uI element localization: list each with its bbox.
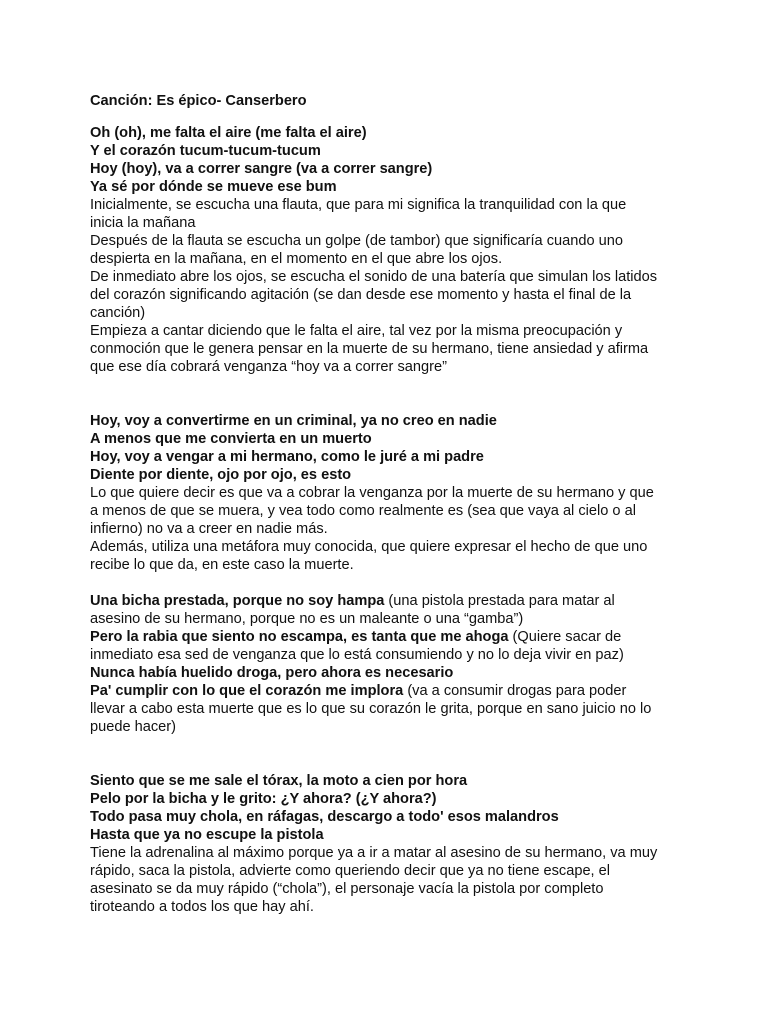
lyric-line: Diente por diente, ojo por ojo, es esto: [90, 467, 352, 483]
mixed-line: [90, 682, 708, 700]
spacer: [90, 376, 708, 412]
section-3: [90, 592, 708, 736]
commentary-line: infierno) no va a creer en nadie más.: [90, 521, 328, 537]
lyric-line: Pelo por la bicha y le grito: ¿Y ahora? (¿Y ahora?): [90, 791, 437, 807]
commentary-fragment: (una pistola prestada para matar al: [384, 593, 615, 609]
commentary-line: rápido, saca la pistola, advierte como queriendo decir que ya no tiene escape, el: [90, 863, 611, 879]
commentary-line: llevar a cabo esta muerte que es lo que su corazón le grita, porque en sano juicio no lo: [90, 701, 652, 717]
commentary-line: inicia la mañana: [90, 215, 196, 231]
mixed-line: [90, 592, 708, 610]
spacer: [90, 574, 708, 592]
lyric-line: Oh (oh), me falta el aire (me falta el aire): [90, 125, 367, 141]
commentary-line: del corazón significando agitación (se dan desde ese momento y hasta el final de la: [90, 287, 632, 303]
commentary-line: Tiene la adrenalina al máximo porque ya a ir a matar al asesino de su hermano, va muy: [90, 845, 658, 861]
lyric-line: Todo pasa muy chola, en ráfagas, descargo a todo' esos malandros: [90, 809, 559, 825]
commentary-line: inmediato esa sed de venganza que lo está consumiendo y no lo deja vivir en paz): [90, 647, 624, 663]
lyric-line: Hoy, voy a vengar a mi hermano, como le juré a mi padre: [90, 449, 484, 465]
commentary-line: Empieza a cantar diciendo que le falta el aire, tal vez por la misma preocupación y: [90, 323, 623, 339]
commentary-fragment: (va a consumir drogas para poder: [403, 683, 627, 699]
commentary-line: canción): [90, 305, 146, 321]
song-title: Canción: Es épico- Canserbero: [90, 93, 307, 109]
commentary-line: recibe lo que da, en este caso la muerte.: [90, 557, 354, 573]
commentary-line: asesinato se da muy rápido (“chola”), el personaje vacía la pistola por completo: [90, 881, 604, 897]
lyric-line: Nunca había huelido droga, pero ahora es necesario: [90, 665, 454, 681]
lyric-line: Hasta que ya no escupe la pistola: [90, 827, 324, 843]
mixed-line: [90, 628, 708, 646]
commentary-fragment: (Quiere sacar de: [508, 629, 622, 645]
lyric-fragment: Pero la rabia que siento no escampa, es tanta que me ahoga: [90, 629, 509, 645]
lyric-line: Ya sé por dónde se mueve ese bum: [90, 179, 337, 195]
lyric-line: Y el corazón tucum-tucum-tucum: [90, 143, 321, 159]
section-4: [90, 772, 708, 916]
commentary-line: Además, utiliza una metáfora muy conocida, que quiere expresar el hecho de que uno: [90, 539, 648, 555]
spacer: [90, 736, 708, 772]
commentary-line: a menos de que se muera, y vea todo como realmente es (sea que vaya al cielo o al: [90, 503, 636, 519]
lyric-line: Hoy (hoy), va a correr sangre (va a correr sangre): [90, 161, 433, 177]
commentary-line: Lo que quiere decir es que va a cobrar la venganza por la muerte de su hermano y que: [90, 485, 654, 501]
commentary-line: tiroteando a todos los que hay ahí.: [90, 899, 314, 915]
lyric-fragment: Pa' cumplir con lo que el corazón me implora: [90, 683, 404, 699]
lyric-line: Hoy, voy a convertirme en un criminal, ya no creo en nadie: [90, 413, 497, 429]
lyric-line: Siento que se me sale el tórax, la moto a cien por hora: [90, 773, 468, 789]
commentary-line: puede hacer): [90, 719, 177, 735]
section-2: [90, 412, 708, 574]
commentary-line: asesino de su hermano, porque no es un maleante o una “gamba”): [90, 611, 524, 627]
lyric-line: A menos que me convierta en un muerto: [90, 431, 372, 447]
commentary-line: despierta en la mañana, en el momento en el que abre los ojos.: [90, 251, 503, 267]
commentary-line: Después de la flauta se escucha un golpe (de tambor) que significaría cuando uno: [90, 233, 624, 249]
commentary-line: que ese día cobrará venganza “hoy va a correr sangre”: [90, 359, 447, 375]
commentary-line: Inicialmente, se escucha una flauta, que para mi significa la tranquilidad con la que: [90, 197, 627, 213]
lyric-fragment: Una bicha prestada, porque no soy hampa: [90, 593, 385, 609]
section-1: [90, 124, 708, 376]
commentary-line: De inmediato abre los ojos, se escucha el sonido de una batería que simulan los latidos: [90, 269, 658, 285]
commentary-line: conmoción que le genera pensar en la muerte de su hermano, tiene ansiedad y afirma: [90, 341, 649, 357]
